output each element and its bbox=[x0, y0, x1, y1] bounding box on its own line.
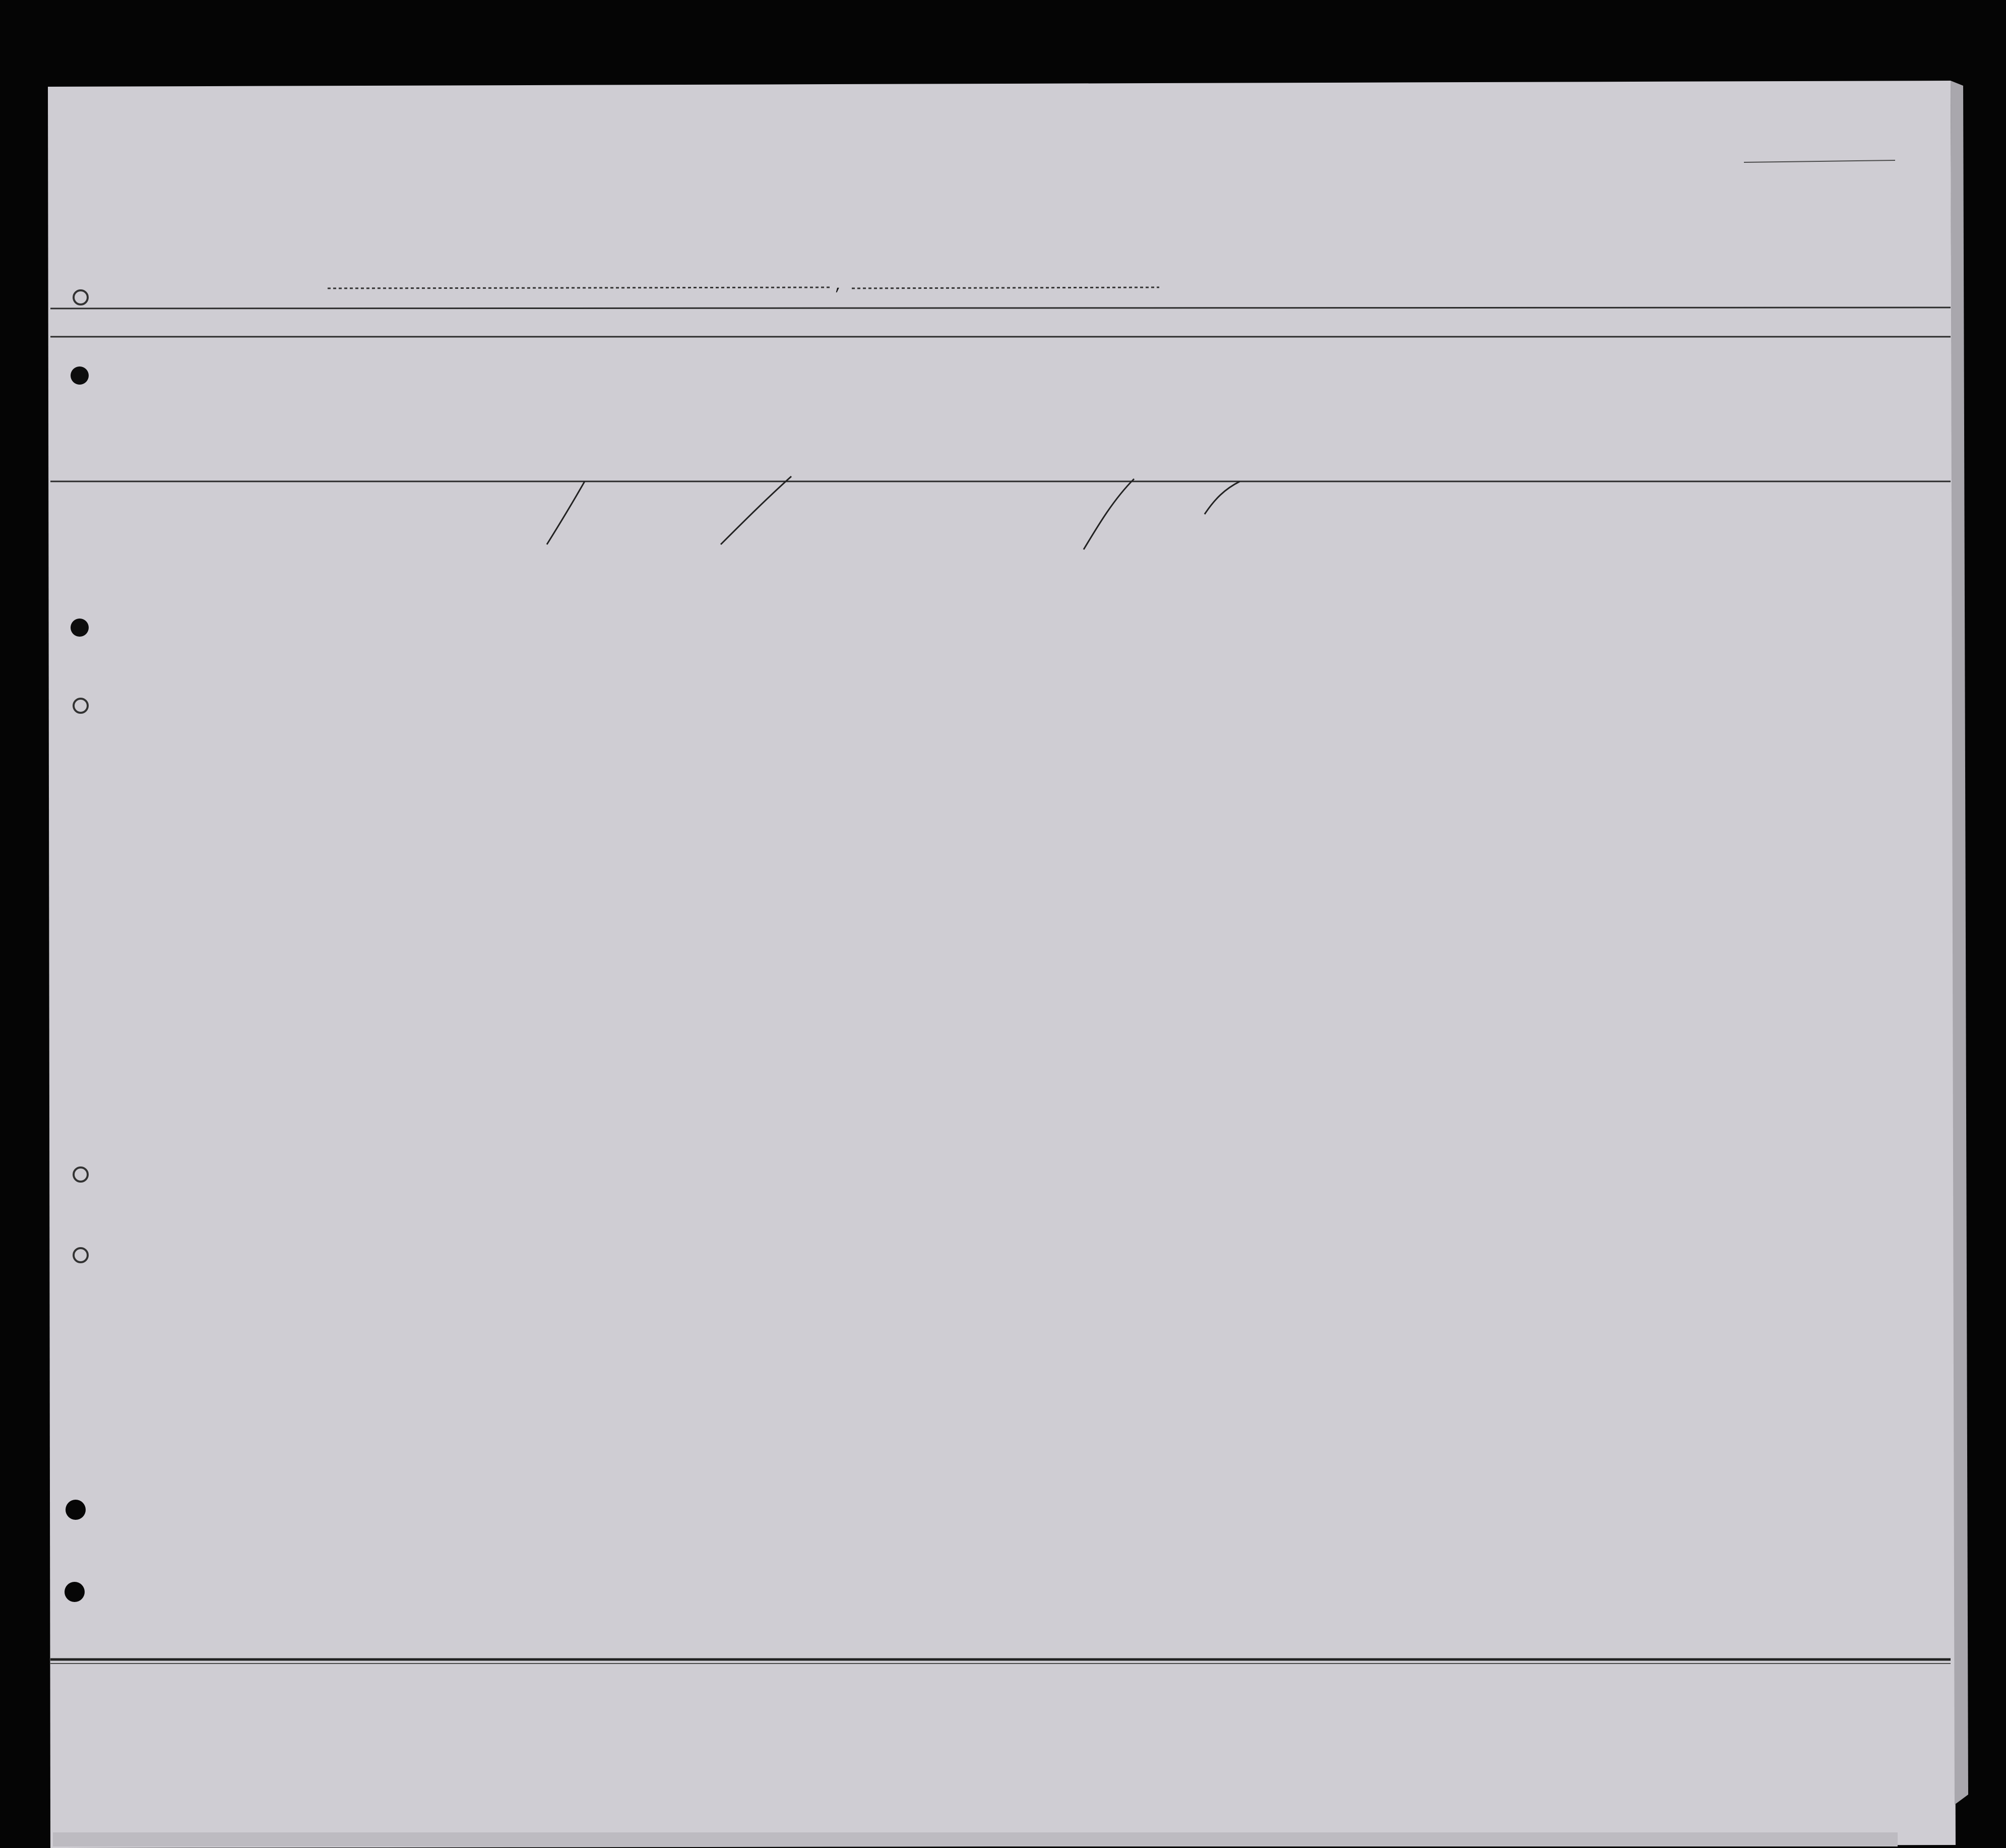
binder-hole bbox=[65, 1582, 85, 1602]
binder-hole bbox=[71, 366, 89, 385]
paper-bottom-edge bbox=[53, 1832, 1898, 1846]
binder-hole bbox=[71, 619, 89, 637]
svg-text:,: , bbox=[834, 278, 843, 294]
binder-hole bbox=[66, 1500, 86, 1520]
paper-sheet bbox=[48, 81, 1956, 1848]
